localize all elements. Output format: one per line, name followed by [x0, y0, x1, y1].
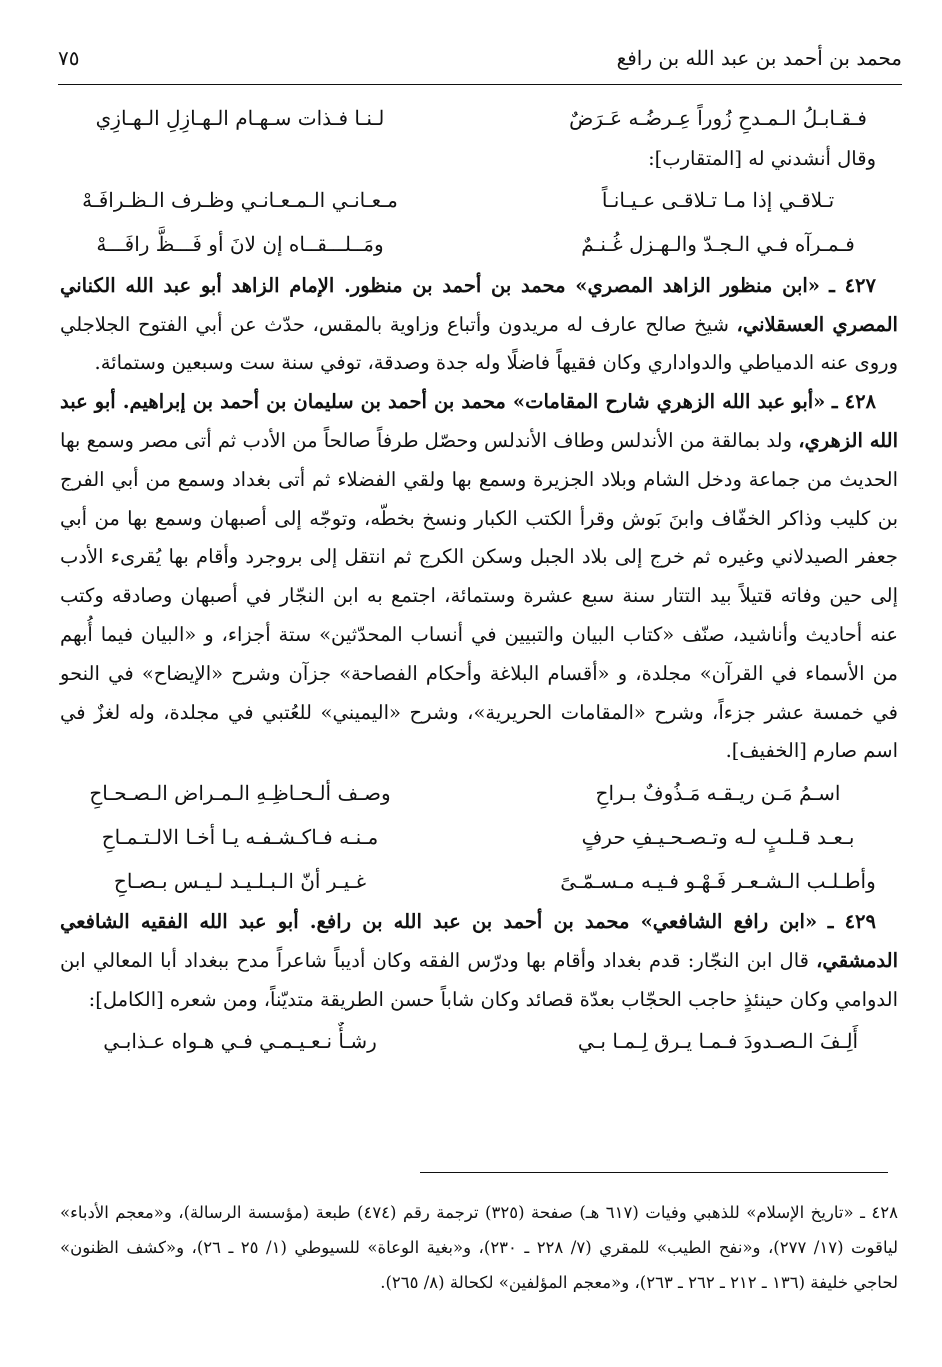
entry-heading: «ابن منظور الزاهد المصري» محمد بن أحمد بن منظور. الإمام الزاهد أبو عبد الله الكناني المصري العسقلاني، — [60, 273, 898, 336]
verse-line — [60, 96, 898, 140]
verse-intro: وقال أنشدني له [المتقارب]: — [648, 147, 876, 170]
verse-hemistich-right: اسـمُ مَـن ريـقـه مَـذُوفٌ بـراحِ — [595, 780, 841, 805]
footnote-rule — [420, 1172, 888, 1173]
entry-body: ولد بمالقة من الأندلس وطاف الأندلس وحصّل طرفاً صالحاً من الأدب ثم أتى مصر وسمع بها الحديث من جماعة ودخل الشام وبلاد الجزيرة وسمع بها ولقي الفضلاء ثم أتى بغداد وسمع من أبي الفرج بن كليب وذاكر الخفّاف وابنَ بَوش وقرأ الكتب الكبار ونسخ بخطّه، وتوجّه إلى أصبهان وسمع بها من أبي جعفر الصيدلاني وغيره ثم خرج إلى بلاد الجبل وسكن الكرج ثم انتقل إلى بروجرد وأقام بها يُقرىء الأدب إلى حين وفاته قتيلاً بيد التتار سنة سبع عشرة وستمائة، اجتمع به ابن النجّار في أصبهان وصادقه وكتب عنه أحاديث وأناشيد، صنّف «كتاب البيان والتبيين في أنساب المحدّثين» ستة أجزاء، و «البيان فيما أُبهم من الأسماء في القرآن» مجلدة، و «أقسام البلاغة وأحكام الفصاحة» جزآن وشرح «الإيضاح» في النحو في خمسة عشر جزءاً، وشرح «المقامات الحريرية»، وشرح «اليميني» للعُتبي في مجلدة، وله لغزٌ في اسم صارم [الخفيف]. — [60, 428, 898, 763]
verse-hemistich-left: لـنـا فـذات سـهـام الـهـازِلِ الـهـازِي — [95, 105, 385, 130]
entry-429 — [60, 903, 898, 1019]
verse-line — [60, 179, 898, 223]
entry-428 — [60, 383, 898, 771]
entry-body: قال ابن النجّار: قدم بغداد وأقام بها ودرّس الفقه وكان أديباً شاعراً مدح ببغداد أبا المعالي ابن الدوامي وكان حينئذٍ حاجب الحجّاب بعدّة قصائد وكان شاباً حسن الطريقة متديّناً، ومن شعره [الكامل]: — [60, 948, 898, 1011]
verse-hemistich-left: مـعـانـي الـمـعـانـي وظـرف الـظـرافَـهْ — [82, 188, 398, 213]
verse-line — [60, 859, 898, 903]
entry-number: ٤٢٩ ـ — [827, 910, 876, 934]
verse-hemistich-right: تـلاقـي إذا مـا تـلاقـى عـيـانـاً — [601, 188, 835, 213]
verse-hemistich-right: بـعـد قـلـبٍ لـه وتـصـحـيـفِ حرفٍ — [581, 824, 855, 849]
entry-heading: «ابن رافع الشافعي» محمد بن أحمد بن عبد الله بن رافع. أبو عبد الله الفقيه الشافعي الدمشقي، — [60, 910, 898, 972]
entry-body: شيخ صالح عارف له مريدون وأتباع وزاوية بالمقس، حدّث عن أبي الفتوح الجلاجلي وروى عنه الدمياطي والدواداري وكان فقيهاً فاضلًا وله جدة وصدقة، توفي سنة ست وسبعين وستمائة. — [60, 312, 898, 375]
verse-hemistich-right: وأطـلـب الـشـعـر فَـهْـو فـيـه مـسـمّـىً — [560, 868, 876, 893]
verse-hemistich-left: رشـأٌ نـعـيـمـي فـي هـواه عـذابـي — [103, 1029, 377, 1054]
entry-427 — [60, 267, 898, 383]
verse-line — [60, 1020, 898, 1064]
verse-line — [60, 815, 898, 859]
verse-hemistich-right: أَلِـفَ الـصـدودَ فـمـا يـرق لِـمـا بـي — [577, 1029, 859, 1054]
verse-hemistich-left: ومَــلـــقــاه إن لانَ أو فَـــظَّ رافَـــهْ — [96, 232, 384, 257]
entry-number: ٤٢٧ ـ — [829, 273, 876, 297]
footnote: ٤٢٨ ـ «تاريخ الإسلام» للذهبي وفيات (٦١٧ هـ) صفحة (٣٢٥) ترجمة رقم (٤٧٤) طبعة (مؤسسة الرسالة)، و«معجم الأدباء» لياقوت (١٧/ ٢٧٧)، و«نفح الطيب» للمقري (٧/ ٢٢٨ ـ ٢٣٠)، و«بغية الوعاة» للسيوطي (١/ ٢٥ ـ ٢٦)، و«كشف الظنون» لحاجي خليفة (١٣٦ ـ ٢١٢ ـ ٢٦٢ ـ ٢٦٣)، و«معجم المؤلفين» لكحالة (٨/ ٢٦٥). — [60, 1202, 898, 1292]
page-number: ٧٥ — [58, 46, 80, 70]
verse-hemistich-left: مـنـه فـاكـشـفـه يـا أخـا الالـتـمـاحِ — [101, 824, 379, 849]
main-text — [60, 96, 898, 1064]
header-rule — [58, 84, 902, 85]
verse-hemistich-left: وصـف ألـحـاظِـهِ الـمـراض الـصـحـاحِ — [89, 780, 391, 805]
verse-hemistich-right: فـمـرآه فـي الـجـدّ والـهـزل غُـنـمٌ — [581, 232, 855, 257]
running-head — [58, 38, 902, 78]
entry-number: ٤٢٨ ـ — [831, 390, 877, 414]
entry-heading: «أبو عبد الله الزهري شارح المقامات» محمد بن أحمد بن سليمان بن أحمد بن إبراهيم. أبو عبد الله الزهري، — [60, 390, 898, 452]
verse-line — [60, 771, 898, 815]
verse-line — [60, 223, 898, 267]
verse-hemistich-right: فـقـابـلُ الـمـدحِ زُوراً عِـرضُـه عَـرَضٌ — [569, 105, 867, 130]
verse-hemistich-left: غـيـر أنّ الـبـلـيـد لـيـس بـصـاحِ — [113, 868, 367, 893]
running-title: محمد بن أحمد بن عبد الله بن رافع — [616, 46, 902, 70]
